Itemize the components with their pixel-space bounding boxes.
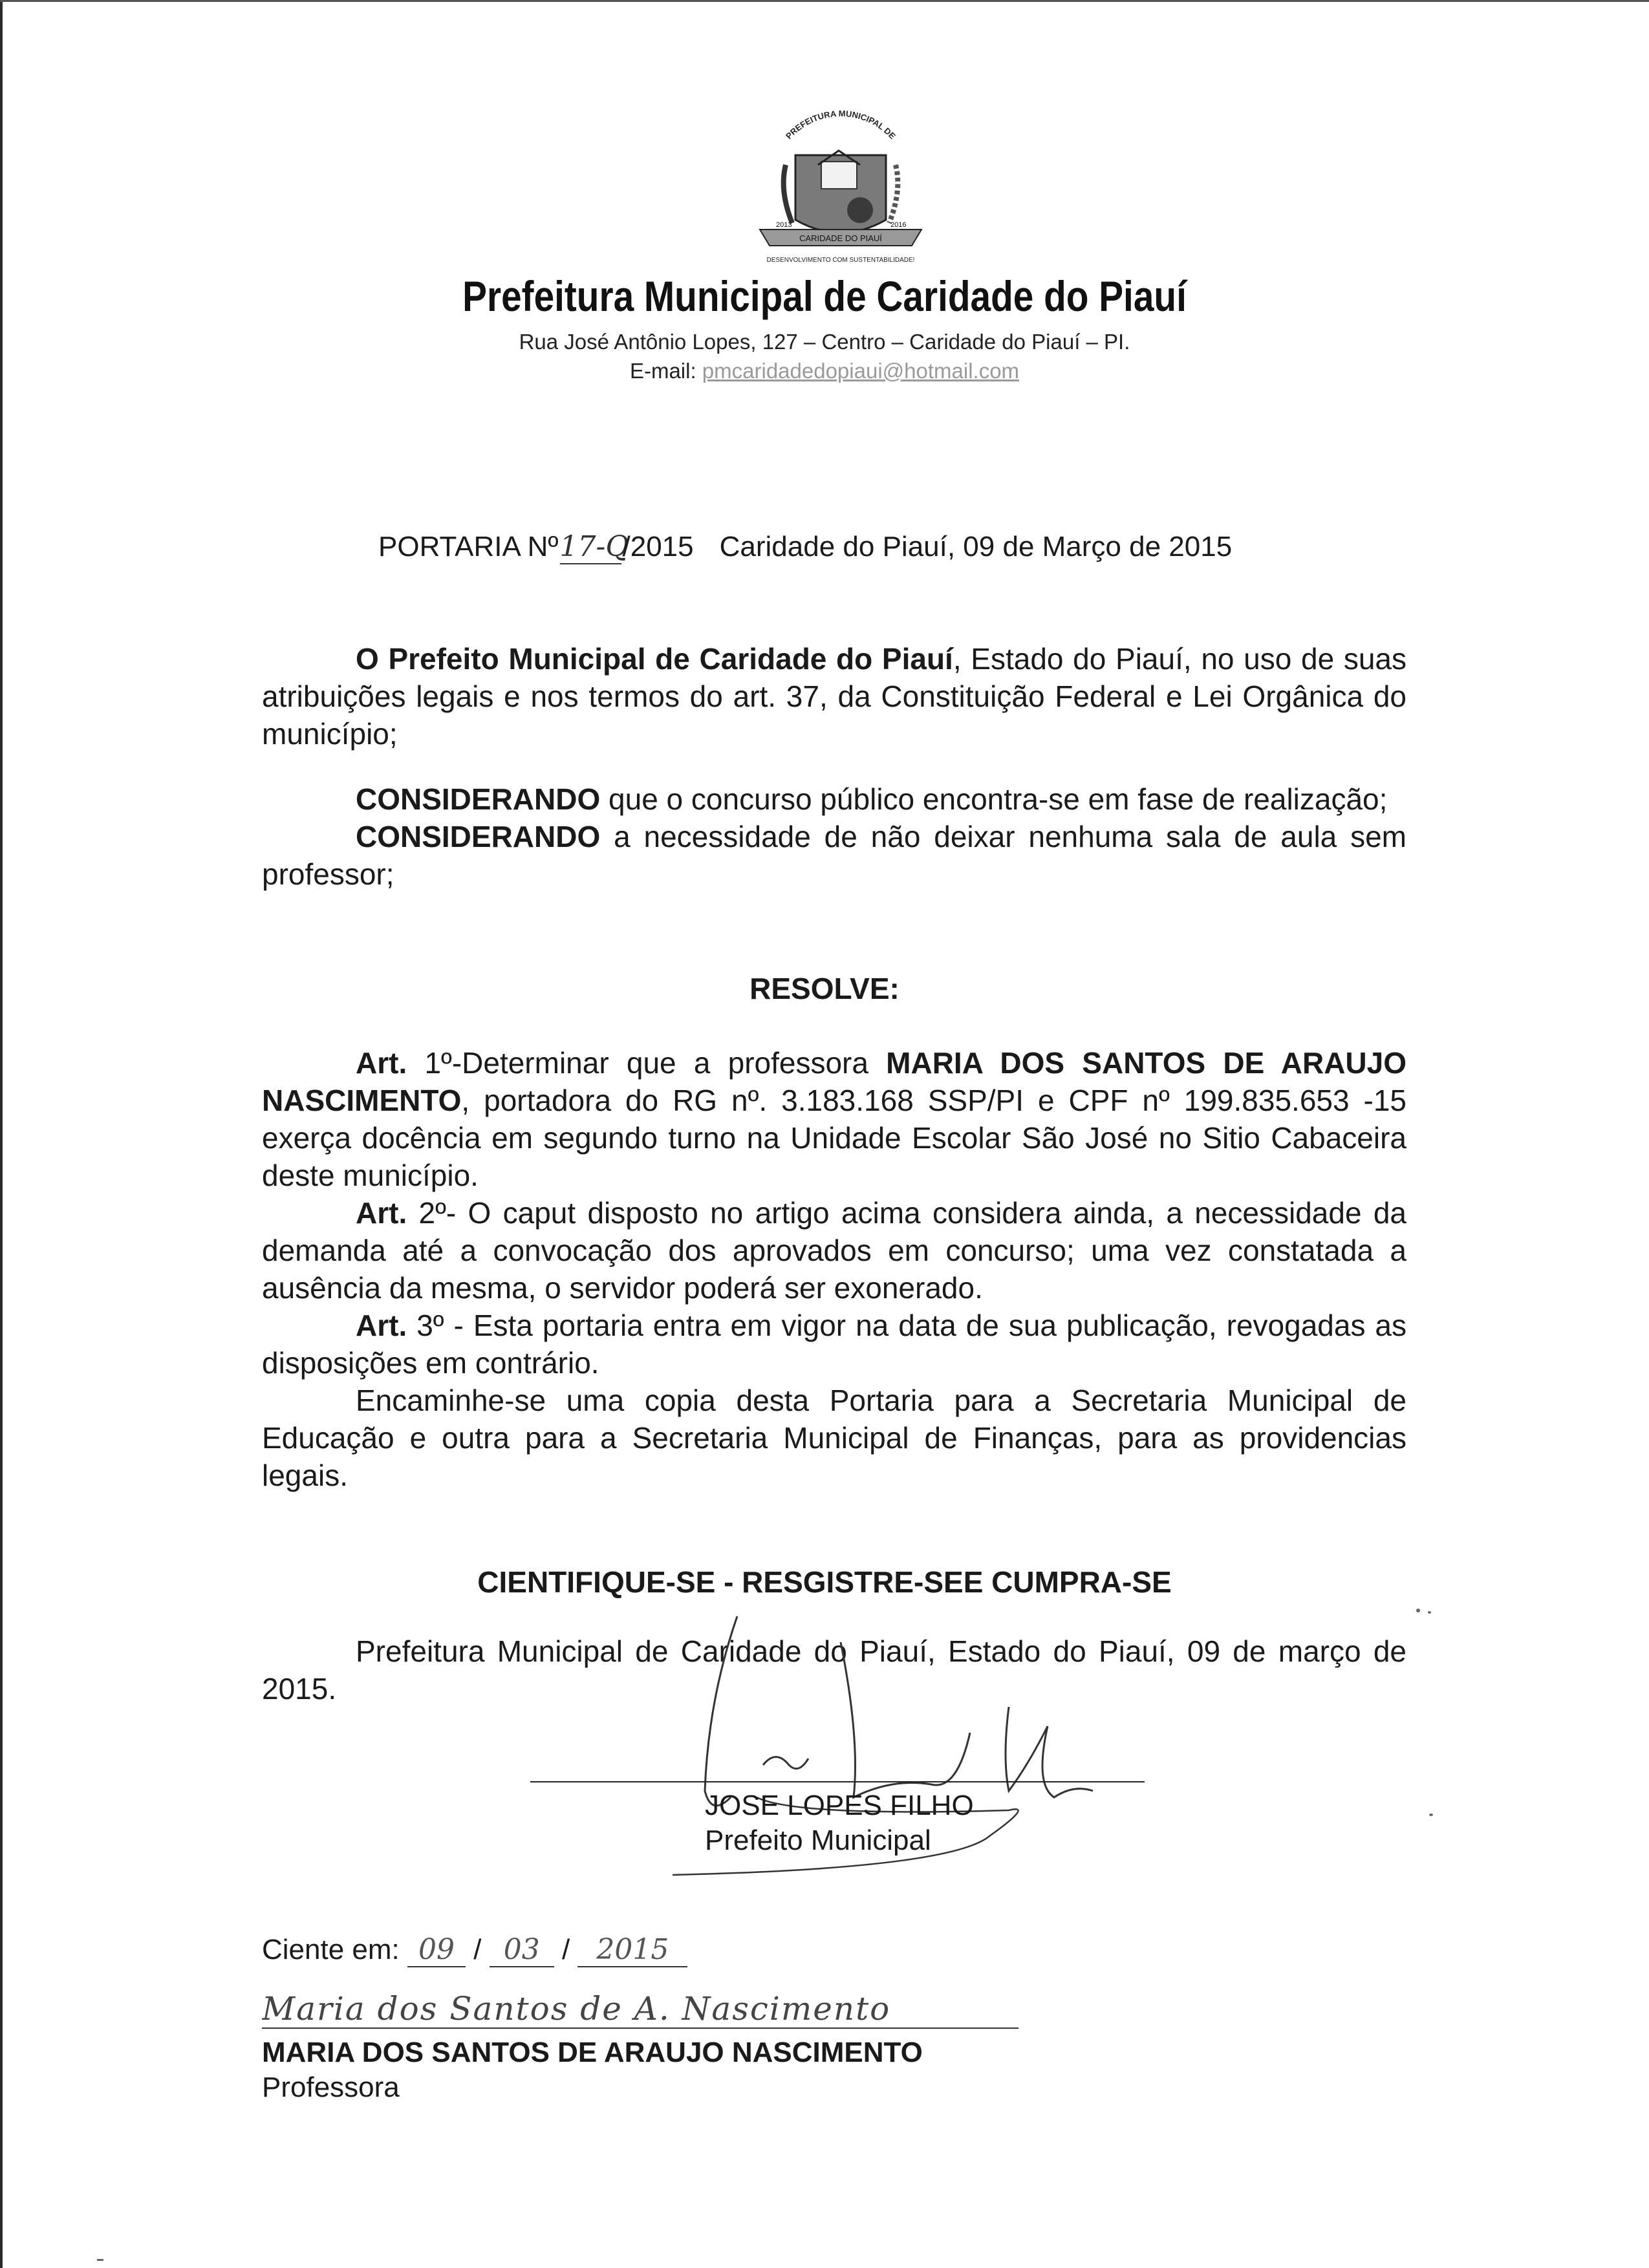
article-1: Art. 1º-Determinar que a professora MARIA DOS SANTOS DE ARAUJO NASCIMENTO, portadora do RG nº. 3.183.168 SSP/PI e CPF nº 199.835.653 -15 exerça docência em segundo turno na Unidade Escolar São José no Sitio Cabaceira deste município. <box>262 1046 1407 1192</box>
email-label: E-mail: <box>629 359 702 383</box>
portaria-heading <box>378 530 1232 564</box>
portaria-number-handwritten: 17-Q <box>559 530 629 563</box>
articles-block <box>262 1044 1406 1494</box>
email-link[interactable]: pmcaridadedopiaui@hotmail.com <box>702 359 1020 383</box>
svg-text:PREFEITURA MUNICIPAL DE <box>784 109 898 141</box>
scan-top-edge <box>0 0 1649 2</box>
crest-ribbon-text: CARIDADE DO PIAUÍ <box>799 233 882 243</box>
considerando-1: CONSIDERANDO que o concurso público encontra-se em fase de realização; <box>356 782 1388 816</box>
mayor-name: JOSE LOPES FILHO <box>705 1790 974 1821</box>
preamble-bold: O Prefeito Municipal de Caridade do Piauí <box>356 642 953 676</box>
considerando-2: CONSIDERANDO a necessidade de não deixar nenhuma sala de aula sem professor; <box>262 820 1406 891</box>
closing-paragraph: Encaminhe-se uma copia desta Portaria para a Secretaria Municipal de Educação e outra para a Secretaria Municipal de Finanças, para as providencias legais. <box>262 1384 1406 1492</box>
portaria-label: PORTARIA Nº <box>378 531 559 562</box>
preamble-text: , Estado do Piauí, no uso de suas atribuições legais e nos termos do art. 37, da Constituição Federal e Lei Orgânica do município; <box>262 642 1406 751</box>
municipal-crest-logo <box>747 107 934 281</box>
crest-motto: DESENVOLVIMENTO COM SUSTENTABILIDADE! <box>766 257 915 264</box>
preamble-paragraph <box>262 640 1406 753</box>
scan-speck <box>97 2259 103 2261</box>
article-2: Art. 2º- O caput disposto no artigo acima considera ainda, a necessidade da demanda até a convocação dos aprovados em concurso; uma vez constatada a ausência da mesma, o servidor poderá ser exonerado. <box>262 1196 1406 1305</box>
municipality-email-line <box>0 359 1649 383</box>
portaria-place-date: Caridade do Piauí, 09 de Março de 2015 <box>719 531 1233 562</box>
scan-speck <box>1428 1611 1431 1614</box>
ciente-label: Ciente em: <box>262 1934 400 1965</box>
ciente-year: 2015 <box>577 1933 687 1967</box>
ciente-line: Ciente em: 09 / 03 / 2015 <box>262 1933 687 1967</box>
crest-year-end: 2016 <box>890 221 907 229</box>
municipality-address: Rua José Antônio Lopes, 127 – Centro – Caridade do Piauí – PI. <box>519 330 1130 354</box>
resolve-heading: RESOLVE: <box>749 972 900 1005</box>
mayor-role: Prefeito Municipal <box>705 1824 931 1856</box>
sign-place-date: Prefeitura Municipal de Caridade do Piauí, Estado do Piauí, 09 de março de 2015. <box>262 1634 1406 1706</box>
municipality-title: Prefeitura Municipal de Caridade do Piauí <box>462 272 1187 320</box>
professor-role: Professora <box>262 2071 400 2103</box>
considerandos-block <box>262 780 1406 893</box>
scan-speck <box>1416 1609 1420 1612</box>
crest-year-start: 2013 <box>776 221 792 229</box>
article-3: Art. 3º - Esta portaria entra em vigor na data de sua publicação, revogadas as disposições em contrário. <box>262 1309 1406 1380</box>
professor-signature: Maria dos Santos de A. Nascimento <box>262 1990 1018 2029</box>
professor-name: MARIA DOS SANTOS DE ARAUJO NASCIMENTO <box>262 2037 923 2068</box>
crest-top-text: PREFEITURA MUNICIPAL DE <box>784 108 898 141</box>
ciente-day: 09 <box>407 1933 466 1967</box>
ciente-month: 03 <box>490 1933 554 1967</box>
mayor-signature-line <box>530 1781 1145 1782</box>
portaria-year: /2015 <box>622 531 694 562</box>
scan-speck <box>1429 1813 1433 1816</box>
cientifique-heading: CIENTIFIQUE-SE - RESGISTRE-SEE CUMPRA-SE <box>477 1565 1172 1599</box>
